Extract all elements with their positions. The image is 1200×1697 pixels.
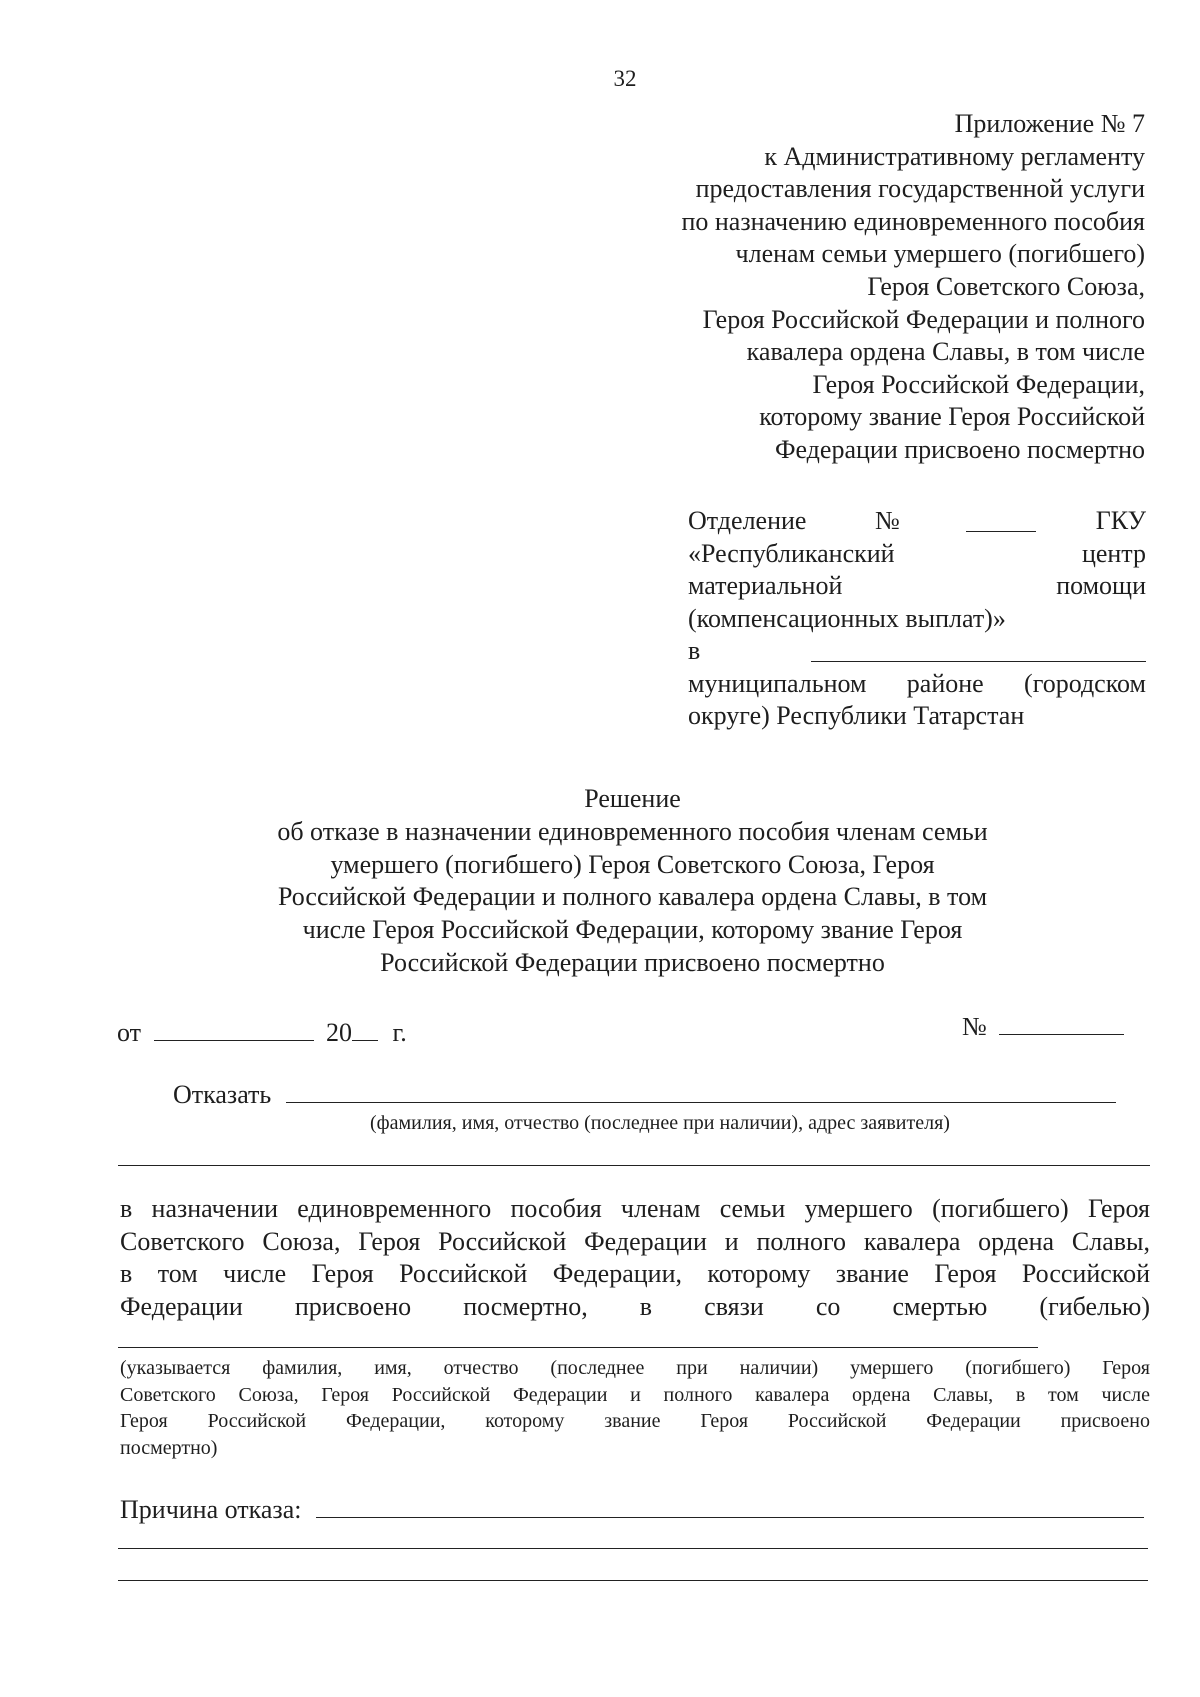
- decision-title-line: Российской Федерации присвоено посмертно: [380, 947, 885, 977]
- addressee-line-2: [688, 538, 1146, 571]
- addressee-prefix: в: [688, 636, 701, 665]
- appendix-line: Героя Российской Федерации и полного: [702, 304, 1145, 334]
- number-sign: №: [962, 1012, 987, 1041]
- reason-continuation-line[interactable]: [118, 1580, 1148, 1581]
- year-blank[interactable]: [352, 1018, 378, 1041]
- department-number-blank[interactable]: [966, 509, 1036, 532]
- addressee-number-sign: №: [875, 506, 900, 535]
- date-year-prefix: 20: [326, 1018, 353, 1047]
- applicant-continuation-line[interactable]: [118, 1165, 1150, 1166]
- appendix-line: к Административному регламенту: [764, 141, 1145, 171]
- appendix-line: членам семьи умершего (погибшего): [735, 239, 1145, 269]
- refuse-label: Отказать: [173, 1080, 272, 1109]
- reason-blank[interactable]: [316, 1495, 1144, 1518]
- appendix-header: [560, 108, 1145, 467]
- body-line: в назначении единовременного пособия членам семьи умершего (погибшего) Героя: [120, 1194, 1150, 1223]
- appendix-line: Героя Советского Союза,: [867, 271, 1145, 301]
- decision-title-line: умершего (погибшего) Героя Советского Союза, Героя: [330, 849, 935, 879]
- note-line: Героя Российской Федерации, которому звание Героя Российской Федерации присвоено: [120, 1410, 1150, 1432]
- refuse-line: [173, 1080, 1116, 1110]
- decision-number-line: [962, 1012, 1124, 1042]
- addressee-word: материальной: [688, 571, 843, 600]
- decision-title-line: Российской Федерации и полного кавалера ордена Славы, в том: [277, 882, 988, 912]
- body-line: Федерации присвоено посмертно, в связи со смертью (гибелью): [120, 1291, 1150, 1321]
- addressee-word: Отделение: [688, 506, 807, 535]
- body-line: в том числе Героя Российской Федерации, которому звание Героя Российской: [120, 1259, 1150, 1288]
- deceased-name-line[interactable]: [118, 1347, 1038, 1348]
- appendix-line: Героя Российской Федерации,: [812, 369, 1145, 399]
- appendix-line: Федерации присвоено посмертно: [774, 434, 1145, 464]
- addressee-line-1: [688, 505, 1146, 538]
- decision-title-line: об отказе в назначении единовременного пособия членам семьи: [277, 816, 988, 846]
- applicant-blank[interactable]: [286, 1080, 1116, 1103]
- appendix-line: кавалера ордена Славы, в том числе: [746, 337, 1145, 367]
- municipality-blank[interactable]: [811, 639, 1146, 662]
- addressee-line-7: округе) Республики Татарстан: [688, 701, 1025, 730]
- appendix-line: Приложение № 7: [954, 109, 1145, 138]
- date-from-label: от: [117, 1018, 142, 1047]
- applicant-caption: (фамилия, имя, отчество (последнее при наличии), адрес заявителя): [370, 1112, 950, 1134]
- appendix-line: предоставления государственной услуги: [695, 174, 1145, 204]
- reason-label: Причина отказа:: [120, 1495, 302, 1524]
- note-line: Советского Союза, Героя Российской Федерации и полного кавалера ордена Славы, в том числе: [120, 1383, 1150, 1406]
- reason-continuation-line[interactable]: [118, 1548, 1148, 1549]
- date-year-suffix: г.: [392, 1018, 407, 1047]
- date-line: [117, 1018, 407, 1048]
- addressee-word: центр: [1081, 538, 1146, 568]
- addressee-line-5: [688, 635, 1146, 668]
- note-line: посмертно): [120, 1436, 218, 1459]
- addressee-block: [688, 505, 1146, 733]
- body-line: Советского Союза, Героя Российской Федерации и полного кавалера ордена Славы,: [120, 1226, 1150, 1256]
- addressee-word: ГКУ: [1095, 506, 1146, 535]
- reason-line: [120, 1495, 1144, 1525]
- appendix-line: по назначению единовременного пособия: [681, 206, 1145, 236]
- addressee-word: помощи: [1056, 571, 1146, 600]
- decision-title: [180, 783, 1085, 980]
- note-line: (указывается фамилия, имя, отчество (последнее при наличии) умершего (погибшего) Героя: [120, 1357, 1150, 1379]
- decision-heading: Решение: [584, 784, 681, 813]
- deceased-note: [120, 1355, 1150, 1461]
- decision-body: [120, 1193, 1150, 1323]
- page-number: 32: [613, 66, 637, 91]
- decision-number-blank[interactable]: [999, 1012, 1124, 1035]
- decision-title-line: числе Героя Российской Федерации, которому звание Героя: [302, 915, 963, 945]
- addressee-word: «Республиканский: [688, 538, 895, 568]
- addressee-line-6: муниципальном районе (городском: [688, 668, 1146, 698]
- addressee-line-4: (компенсационных выплат)»: [688, 603, 1006, 633]
- addressee-line-3: [688, 570, 1146, 603]
- appendix-line: которому звание Героя Российской: [759, 402, 1145, 432]
- date-blank[interactable]: [154, 1018, 314, 1041]
